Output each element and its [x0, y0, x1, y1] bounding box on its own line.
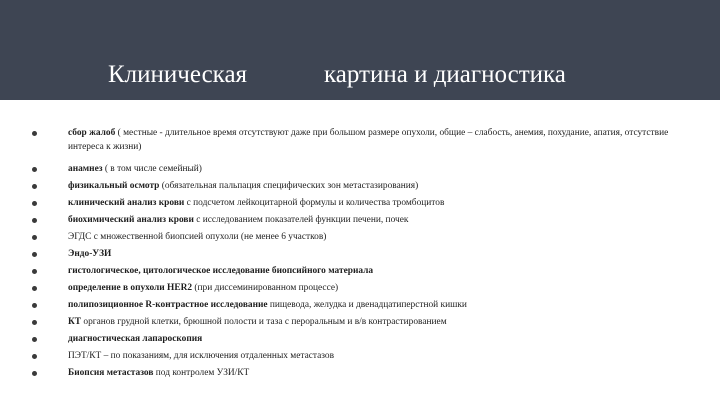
bullet-text [68, 366, 698, 380]
bullet-bold-text: анамнез [68, 164, 103, 174]
bullet-dot-icon [32, 269, 37, 274]
bullet-dot-icon [32, 252, 37, 257]
bullet-text [68, 264, 698, 278]
slide-title-left: Клиническая [108, 61, 248, 88]
bullet-bold-text: КТ [68, 317, 82, 327]
bullet-rest-text: с подсчетом лейкоцитарной формулы и количества тромбоцитов [184, 198, 445, 208]
bullet-text [68, 213, 698, 227]
bullet-dot-icon [32, 235, 37, 240]
bullet-rest-text: под контролем УЗИ/КТ [153, 368, 250, 378]
bullet-text [68, 281, 698, 295]
bullet-text [68, 162, 698, 176]
bullet-dot-icon [32, 354, 37, 359]
bullet-bold-text: физикальный осмотр [68, 181, 160, 191]
bullet-dot-icon [32, 303, 37, 308]
bullet-bold-text: Эндо-УЗИ [68, 249, 112, 259]
bullet-dot-icon [32, 184, 37, 189]
bullet-dot-icon [32, 167, 37, 172]
bullet-bold-text: определение в опухоли HER2 [68, 283, 193, 293]
slide-title-right: картина и диагностика [324, 61, 566, 88]
bullet-dot-icon [32, 218, 37, 223]
bullet-rest-text: с исследованием показателей функции печени, почек [193, 215, 409, 225]
bullet-bold-text: полипозиционное R-контрастное исследование [68, 300, 268, 310]
bullet-text [68, 230, 698, 244]
bullet-rest-text: ( местные - длительное время отсутствуют даже при большом размере опухоли, общие – слабость, анемия, похудание, апатия, отсутствие интереса к жизни) [68, 128, 669, 152]
bullet-dot-icon [32, 201, 37, 206]
bullet-dot-icon [32, 131, 37, 136]
bullet-rest-text: ( в том числе семейный) [102, 164, 202, 174]
bullet-dot-icon [32, 371, 37, 376]
bullet-text [68, 179, 698, 193]
bullet-bold-text: гистологическое, цитологическое исследование биопсийного материала [68, 266, 374, 276]
bullet-bold-text: биохимический анализ крови [68, 215, 194, 225]
bullet-text [68, 298, 698, 312]
bullet-bold-text: Биопсия метастазов [68, 368, 154, 378]
bullet-bold-text: клинический анализ крови [68, 198, 185, 208]
bullet-rest-text: пищевода, желудка и двенадцатиперстной кишки [267, 300, 467, 310]
bullet-text [68, 332, 698, 346]
bullet-rest-text: (обязательная пальпация специфических зон метастазирования) [159, 181, 419, 191]
bullet-rest-text: ПЭТ/КТ – по показаниям, для исключения отдаленных метастазов [68, 351, 335, 361]
bullet-text [68, 247, 698, 261]
bullet-rest-text: ЭГДС с множественной биопсией опухоли (не менее 6 участков) [68, 232, 327, 242]
bullet-dot-icon [32, 337, 37, 342]
bullet-rest-text: (при диссеминированном процессе) [192, 283, 339, 293]
bullet-text [68, 315, 698, 329]
bullet-bold-text: диагностическая лапароскопия [68, 334, 203, 344]
bullet-text [68, 349, 698, 363]
bullet-bold-text: сбор жалоб [68, 128, 116, 138]
bullet-dot-icon [32, 320, 37, 325]
bullet-text [68, 126, 698, 154]
bullet-rest-text: органов грудной клетки, брюшной полости и таза с пероральным и в/в контрастированием [81, 317, 447, 327]
bullet-dot-icon [32, 286, 37, 291]
bullet-text [68, 196, 698, 210]
